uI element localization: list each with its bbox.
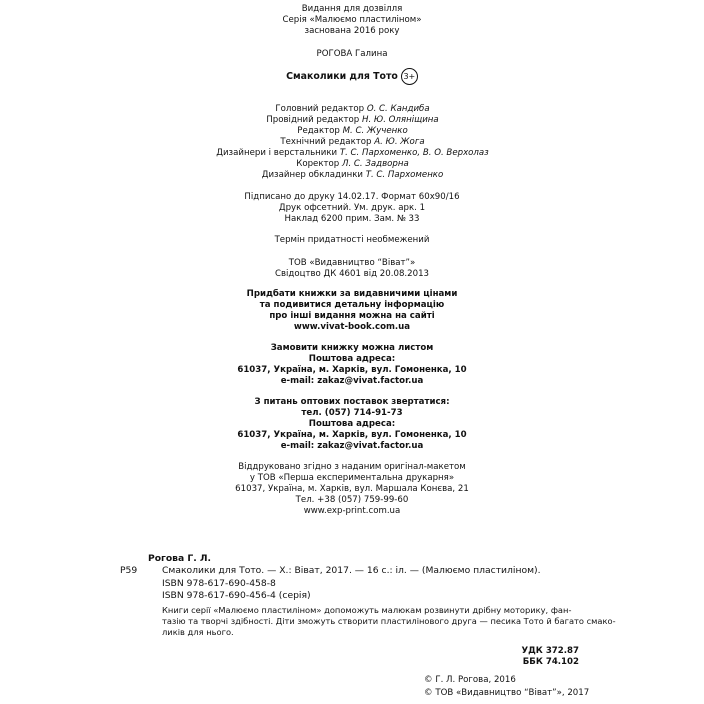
credit-line: Головний редактор О. С. Кандиба (275, 104, 430, 114)
buy-line: та подивитися детальну інформацію (259, 300, 445, 310)
isbn-book: ISBN 978-617-690-458-8 (162, 578, 276, 589)
website-link[interactable]: www.vivat-book.com.ua (293, 322, 411, 332)
shelf-life: Термін придатності необмежений (274, 235, 430, 245)
wholesale-email[interactable]: e-mail: zakaz@vivat.factor.ua (280, 441, 424, 451)
printer-website[interactable]: www.exp-print.com.ua (303, 506, 401, 516)
printer-address: 61037, Україна, м. Харків, вул. Маршала Конєва, 21 (235, 484, 469, 494)
order-line: Замовити книжку можна листом (270, 343, 434, 353)
credit-line: Провідний редактор Н. Ю. Оляніщина (266, 115, 439, 125)
publisher-certificate: Свідоцтво ДК 4601 від 20.08.2013 (274, 269, 430, 279)
printer-line: у ТОВ «Перша експериментальна друкарня» (249, 473, 455, 483)
catalog-code: Р59 (120, 565, 138, 576)
catalog-entry: Смаколики для Тото. — Х.: Віват, 2017. — 16 с.: іл. — (Малюємо пластиліном). (162, 565, 541, 576)
wholesale-line: Поштова адреса: (308, 419, 396, 429)
book-title-line (200, 68, 504, 85)
series-line: Серія «Малюємо пластиліном» (282, 15, 422, 25)
publisher-info (200, 258, 504, 280)
print-info (200, 192, 504, 225)
author-name: РОГОВА Галина (316, 49, 388, 59)
credit-line: Дизайнери і верстальники Т. С. Пархоменко, В. О. Верхолаз (216, 148, 489, 158)
copyright-author: © Г. Л. Рогова, 2016 (424, 675, 516, 685)
order-info (200, 343, 504, 387)
credit-line: Дизайнер обкладинки Т. С. Пархоменко (261, 170, 444, 180)
wholesale-line: З питань оптових поставок звертатися: (254, 397, 450, 407)
isbn-series: ISBN 978-617-690-456-4 (серія) (162, 590, 311, 601)
printer-line: Віддруковано згідно з наданим оригінал-макетом (238, 462, 466, 472)
annotation-line: Книги серії «Малюємо пластиліном» допоможуть малюкам розвинути дрібну моторику, фан- (162, 605, 572, 615)
genre-line: Видання для дозвілля (301, 4, 403, 14)
wholesale-info (200, 397, 504, 452)
order-email[interactable]: e-mail: zakaz@vivat.factor.ua (280, 376, 424, 386)
wholesale-phone: тел. (057) 714-91-73 (301, 408, 403, 418)
printer-info (200, 462, 504, 517)
book-title: Смаколики для Тото (286, 71, 398, 82)
print-line: Друк офсетний. Ум. друк. арк. 1 (278, 203, 426, 213)
print-line: Підписано до друку 14.02.17. Формат 60х90/16 (244, 192, 460, 202)
order-line: Поштова адреса: (308, 354, 396, 364)
credits-list (200, 104, 505, 181)
copyright-publisher: © ТОВ «Видавництво “Віват”», 2017 (424, 688, 590, 698)
series-founded-line: заснована 2016 року (304, 26, 400, 36)
annotation (162, 605, 616, 638)
buy-line: про інші видання можна на сайті (269, 311, 435, 321)
credit-line: Редактор М. С. Жученко (297, 126, 408, 136)
series-info (200, 4, 504, 37)
wholesale-address: 61037, Україна, м. Харків, вул. Гомоненка, 10 (237, 430, 467, 440)
publisher-name: ТОВ «Видавництво “Віват”» (288, 258, 416, 268)
catalog-author: Рогова Г. Л. (148, 553, 212, 564)
buy-line: Придбати книжки за видавничими цінами (246, 289, 458, 299)
annotation-line: ликів для нього. (162, 627, 234, 637)
credit-line: Коректор Л. С. Задворна (296, 159, 409, 169)
bbk-code: ББК 74.102 (522, 657, 579, 667)
credit-line: Технічний редактор А. Ю. Жога (280, 137, 425, 147)
order-address: 61037, Україна, м. Харків, вул. Гомоненка, 10 (237, 365, 467, 375)
annotation-line: тазію та творчі здібності. Діти зможуть створити пластилінового друга — песика Тото й багато смако- (162, 616, 616, 626)
age-rating-badge: 3+ (401, 68, 418, 85)
buy-info (200, 289, 504, 333)
print-line: Наклад 6200 прим. Зам. № 33 (284, 214, 420, 224)
udk-code: УДК 372.87 (521, 646, 579, 656)
printer-phone: Тел. +38 (057) 759-99-60 (295, 495, 409, 505)
